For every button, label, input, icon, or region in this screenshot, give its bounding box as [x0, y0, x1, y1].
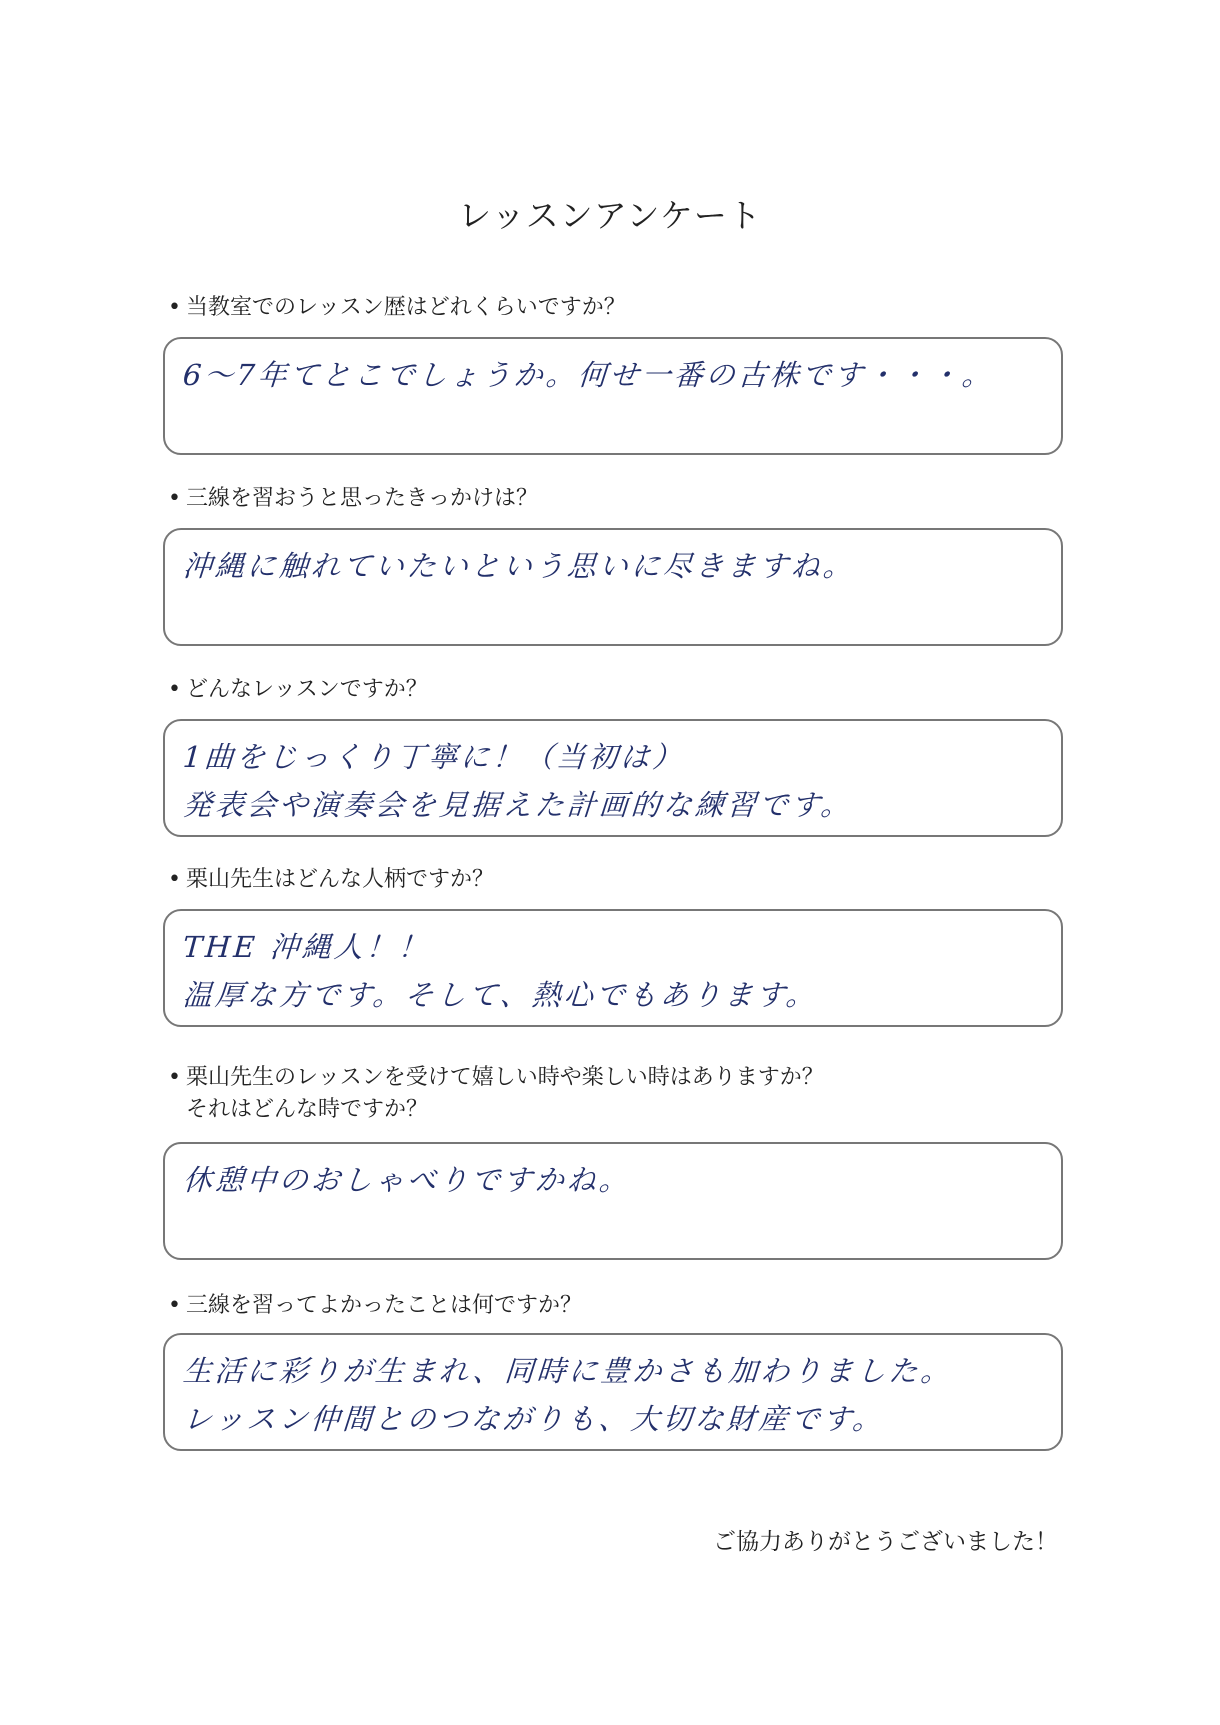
- answer-box-3: [163, 719, 1063, 837]
- question-text-continued: それはどんな時ですか？: [186, 1097, 429, 1122]
- answer-box-2: [163, 528, 1063, 646]
- question-text: 栗山先生はどんな人柄ですか？: [186, 867, 495, 892]
- question-5: [168, 1062, 824, 1126]
- handwritten-answer-line: 発表会や演奏会を見据えた計画的な練習です。: [181, 788, 854, 822]
- answer-box-4: [163, 909, 1063, 1027]
- answer-box-6: [163, 1333, 1063, 1451]
- question-text: 栗山先生のレッスンを受けて嬉しい時や楽しい時はありますか？: [186, 1065, 824, 1090]
- question-6: [168, 1290, 582, 1322]
- handwritten-answer-line: 1曲をじっくり丁寧に！（当初は）: [181, 740, 686, 774]
- page-title: レッスンアンケート: [458, 196, 762, 235]
- handwritten-answer-line: 休憩中のおしゃべりですかね。: [181, 1163, 633, 1197]
- question-text: 三線を習おうと思ったきっかけは？: [186, 486, 539, 511]
- closing-message: ご協力ありがとうございました！: [713, 1529, 1058, 1555]
- handwritten-answer-line: 生活に彩りが生まれ、同時に豊かさも加わりました。: [181, 1354, 954, 1388]
- question-3: [168, 674, 428, 706]
- handwritten-answer-line: THE 沖縄人！！: [181, 930, 432, 964]
- bullet-icon: •: [168, 867, 181, 892]
- bullet-icon: •: [168, 295, 181, 320]
- question-4: [168, 864, 494, 896]
- question-text: どんなレッスンですか？: [186, 677, 428, 702]
- bullet-icon: •: [168, 1065, 181, 1090]
- handwritten-answer-line: 沖縄に触れていたいという思いに尽きますね。: [181, 549, 857, 583]
- bullet-icon: •: [168, 1293, 181, 1318]
- answer-box-5: [163, 1142, 1063, 1260]
- handwritten-answer-line: 6～7年てとこでしょうか。何せ一番の古株です・・・。: [181, 358, 995, 392]
- bullet-icon: •: [168, 486, 181, 511]
- question-text: 当教室でのレッスン歴はどれくらいですか？: [186, 295, 626, 320]
- question-1: [168, 292, 626, 324]
- bullet-icon: •: [168, 677, 181, 702]
- question-2: [168, 483, 538, 515]
- question-text: 三線を習ってよかったことは何ですか？: [186, 1293, 583, 1318]
- answer-box-1: [163, 337, 1063, 455]
- handwritten-answer-line: レッスン仲間とのつながりも、大切な財産です。: [181, 1402, 886, 1436]
- handwritten-answer-line: 温厚な方です。そして、熱心でもあります。: [181, 978, 819, 1012]
